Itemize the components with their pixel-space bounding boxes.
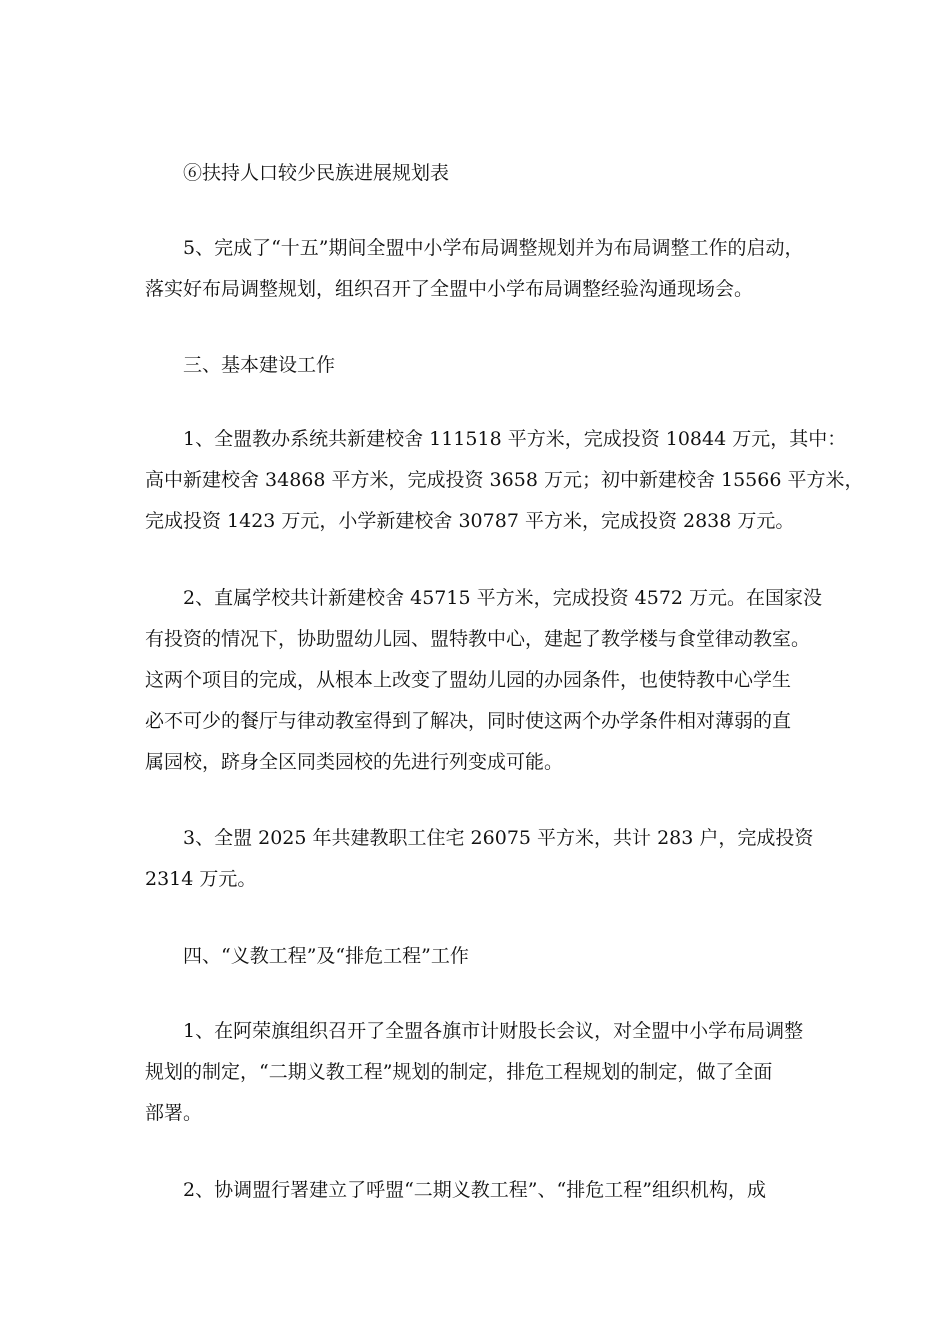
text-line: 2、直属学校共计新建校舍 45715 平方米，完成投资 4572 万元。在国家没 <box>183 587 823 609</box>
paragraph-layout-adjustment <box>145 228 815 310</box>
text-line: 必不可少的餐厅与律动教室得到了解决，同时使这两个办学条件相对薄弱的直 <box>145 710 792 732</box>
text-line: 三、基本建设工作 <box>183 354 336 376</box>
paragraph-staff-housing <box>145 818 815 900</box>
text-line: 规划的制定，“二期义教工程”规划的制定，排危工程规划的制定，做了全面 <box>145 1061 773 1083</box>
text-line: 3、全盟 2025 年共建教职工住宅 26075 平方米，共计 283 户，完成投资 <box>183 827 814 849</box>
text-line: 完成投资 1423 万元，小学新建校舍 30787 平方米，完成投资 2838 万元。 <box>145 510 795 532</box>
text-line: 2、协调盟行署建立了呼盟“二期义教工程”、“排危工程”组织机构，成 <box>183 1179 766 1201</box>
text-line: 高中新建校舍 34868 平方米，完成投资 3658 万元；初中新建校舍 15566 平方米， <box>145 469 864 491</box>
text-line: 2314 万元。 <box>145 868 257 890</box>
text-line: 部署。 <box>145 1102 203 1124</box>
paragraph-organization <box>145 1170 815 1211</box>
text-line: 落实好布局调整规划，组织召开了全盟中小学布局调整经验沟通现场会。 <box>145 278 754 300</box>
section-heading-construction <box>145 345 815 386</box>
text-line: 有投资的情况下，协助盟幼儿园、盟特教中心，建起了教学楼与食堂律动教室。 <box>145 628 811 650</box>
paragraph-finance-meeting <box>145 1011 815 1134</box>
paragraph-table-title <box>145 153 815 194</box>
text-line: ⑥扶持人口较少民族进展规划表 <box>183 162 450 184</box>
section-heading-projects <box>145 936 815 977</box>
text-line: 1、全盟教办系统共新建校舍 111518 平方米，完成投资 10844 万元，其中： <box>183 428 847 450</box>
text-line: 这两个项目的完成，从根本上改变了盟幼儿园的办园条件，也使特教中心学生 <box>145 669 792 691</box>
paragraph-direct-schools <box>145 578 823 783</box>
paragraph-school-buildings <box>145 419 864 542</box>
text-line: 1、在阿荣旗组织召开了全盟各旗市计财股长会议，对全盟中小学布局调整 <box>183 1020 804 1042</box>
text-line: 四、“义教工程”及“排危工程”工作 <box>183 945 469 967</box>
text-line: 属园校，跻身全区同类园校的先进行列变成可能。 <box>145 751 564 773</box>
text-line: 5、完成了“十五”期间全盟中小学布局调整规划并为布局调整工作的启动， <box>183 237 804 259</box>
